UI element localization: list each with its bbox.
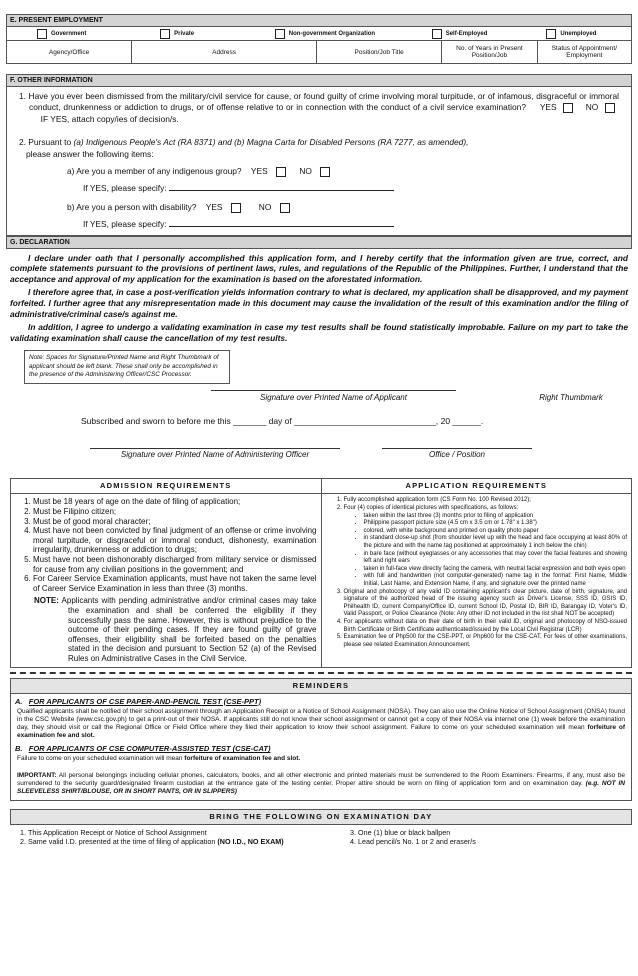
qb-no-checkbox[interactable] xyxy=(280,203,290,213)
admission-item: 4. Must have not been convicted by final judgment of an offense or crime involving moral turpitude, or disgraceful or immoral conduct, dishonesty, examination irregularity, drunkenness or addiction to drugs; xyxy=(33,526,317,555)
admission-item: 6. For Career Service Examination applicants, must have not taken the same level of Career Service Examination in less than three (3) months. xyxy=(33,574,317,593)
section-e-header: E. PRESENT EMPLOYMENT xyxy=(6,14,632,27)
application-item: 4. For applicants without data on their date of birth in their valid ID, original and photocopy of NSO-issued Birth Certificate or Birth Certificate authenticated/issued by the Local Civil Registrar (LCR) xyxy=(344,619,628,634)
bring-section xyxy=(10,809,632,849)
officer-signature-block xyxy=(6,448,632,478)
applicant-signature-block xyxy=(6,346,632,406)
col-address[interactable]: Address xyxy=(132,41,317,63)
government-checkbox[interactable] xyxy=(37,29,47,39)
cut-line xyxy=(10,672,632,674)
bring-item: 4. Lead pencil/s No. 1 or 2 and eraser/s xyxy=(358,837,624,846)
option-self-employed[interactable]: Self-Employed xyxy=(402,29,517,39)
picture-spec: • in bare face (without eyeglasses or any accessories that may cover the facial features and showing left and right ears xyxy=(364,551,628,566)
qa-specify-field[interactable] xyxy=(169,183,394,191)
application-requirements xyxy=(322,479,632,666)
application-item: 1. Fully accomplished application form (CS Form No. 100 Revised 2012); xyxy=(344,497,628,505)
reminders-header: REMINDERS xyxy=(11,679,631,694)
subscribed-sworn-line: Subscribed and sworn to before me this _______ day of ______________________________, 20 ______. xyxy=(81,416,484,427)
option-unemployed[interactable]: Unemployed xyxy=(516,29,631,39)
unemployed-checkbox[interactable] xyxy=(546,29,556,39)
section-f-header: F. OTHER INFORMATION xyxy=(6,74,632,87)
declaration-paragraph-3: In addition, I agree to undergo a validating examination in case my test results shall be found statistically improbable. Failure on my part to take the validating examination shall cause the cancellation of my test results. xyxy=(10,322,628,343)
picture-spec: • taken within the last three (3) months prior to filing of application xyxy=(364,513,628,521)
reminder-a-title: A. FOR APPLICANTS OF CSE PAPER-AND-PENCIL TEST (CSE-PPT) xyxy=(15,696,262,706)
bring-list xyxy=(10,825,632,849)
qb-yes-checkbox[interactable] xyxy=(231,203,241,213)
exam-form-page xyxy=(6,0,632,849)
qb-specify-field[interactable] xyxy=(169,219,394,227)
reminder-a-text: Qualified applicants shall be notified of their school assignment through an Application Receipt or a Notice of School Assignment (NOSA). They can also use the Online Notice of School Assignment (ONSA) found in the CSC Website (www.csc.gov.ph) to get a print-out of their NOSA. If applicants still do not know their school assignment or cannot get a copy of their NOSA via internet one (1) week before the examination day, they should visit or call the Regional Office or Field Office where they filed their application to know their school assignment. Failure to come on your scheduled examination will mean forfeiture of examination fee and slot. xyxy=(17,707,625,740)
application-item: 3. Original and photocopy of any valid ID containing applicant's clear picture, date of birth, signature, and signature of the authorized head of the issuing agency such as Driver's License, SSS ID, GSIS ID, Philhealth ID, current Company/Office ID, current School ID, Postal ID, BIR ID, Barangay ID, Voter's ID, Valid Passport, or Police Clearance (Note: Any other ID not included in the list shall NOT be accepted) xyxy=(344,589,628,619)
admission-header: ADMISSION REQUIREMENTS xyxy=(11,479,321,494)
admission-item: 5. Must have not been dishonorably discharged from military service or dismissed for cause from any civilian positions in the government; and xyxy=(33,555,317,574)
q1-yes-checkbox[interactable] xyxy=(563,103,573,113)
section-g-header: G. DECLARATION xyxy=(6,236,632,249)
application-header: APPLICATION REQUIREMENTS xyxy=(322,479,632,494)
bring-item: 1. This Application Receipt or Notice of School Assignment xyxy=(28,828,344,837)
employment-type-row xyxy=(7,27,631,41)
spacer xyxy=(6,64,632,74)
officer-signature-label: Signature over Printed Name of Administering Officer xyxy=(90,448,340,459)
question-2a: a) Are you a member of any indigenous group? YES NO xyxy=(19,166,619,177)
declaration-paragraph-2: I therefore agree that, in case a post-verification yields information contrary to what is declared, my application shall be disapproved, and my payment forfeited. I further agree that any misrepresentation made in this document may cause the invalidation of the result of this examination and/or the filing of administrative/criminal case/s against me. xyxy=(10,287,628,319)
declaration-text xyxy=(6,249,632,344)
bring-item: 2. Same valid I.D. presented at the time of filing of application (NO I.D., NO EXAM) xyxy=(28,837,344,846)
admission-item: 1. Must be 18 years of age on the date of filing of application; xyxy=(33,497,317,507)
other-information-box xyxy=(6,87,632,236)
ngo-checkbox[interactable] xyxy=(275,29,285,39)
option-private[interactable]: Private xyxy=(130,29,245,39)
office-position-label: Office / Position xyxy=(382,448,532,459)
bring-item: 3. One (1) blue or black ballpen xyxy=(358,828,624,837)
option-ngo[interactable]: Non-government Organization xyxy=(245,29,402,39)
picture-spec: • in standard close-up shot (from shoulder level up with the head and face occupying at least 80% of the picture and with the name tag positioned at approximately 1 inch below the chin) xyxy=(364,535,628,550)
admission-requirements xyxy=(11,479,322,666)
employment-columns xyxy=(7,41,631,63)
self-employed-checkbox[interactable] xyxy=(432,29,442,39)
col-position[interactable]: Position/Job Title xyxy=(317,41,442,63)
signature-note: Note: Spaces for Signature/Printed Name and Right Thumbmark of applicant should be left blank. These shall only be accomplished in the presence of the Administering Officer/CSC Processor. xyxy=(24,350,230,384)
question-2b-specify: If YES, please specify: xyxy=(19,219,619,230)
col-status[interactable]: Status of Appointment/ Employment xyxy=(551,45,617,59)
applicant-signature-label: Signature over Printed Name of Applicant xyxy=(260,393,407,403)
picture-spec: • taken in full-face view directly facing the camera, with neutral facial expression and both eyes open xyxy=(364,566,628,574)
important-text: IMPORTANT: All personal belongings including cellular phones, calculators, books, and all other electronic and printed materials must be surrendered to the Room Examiners. Firearms, if any, must also be surrendered to the security guard/designated firearm custodian at the entrance gate of the testing center. Proper attire should be worn on filing of application form and on examination day. (e.g. NOT IN SLEEVELESS SHIRT/BLOUSE, OR IN SHORT PANTS, OR IN SLIPPERS) xyxy=(17,771,625,795)
question-2-intro: 2. Pursuant to (a) Indigenous People's Act (RA 8371) and (b) Magna Carta for Disabled Persons (RA 7277, as amended), please answer the following items: xyxy=(19,137,469,159)
qa-yes-checkbox[interactable] xyxy=(276,167,286,177)
reminders-box xyxy=(10,678,632,802)
application-list xyxy=(322,494,632,652)
question-1: 1. Have you ever been dismissed from the military/civil service for cause, or found guilty of crime involving moral turpitude, or of infamous, disgraceful or immoral conduct, drunkenness or addiction to drugs, or of offense relative to or in connection with the conduct of a civil service examination? YES NO IF YES, attach copy/ies of decision/s. xyxy=(19,91,619,124)
admission-list xyxy=(11,494,321,666)
picture-spec: • colored, with white background and printed on quality photo paper xyxy=(364,528,628,536)
admission-item: 2. Must be Filipino citizen; xyxy=(33,507,317,517)
applicant-signature-line[interactable] xyxy=(211,390,456,391)
col-years[interactable]: No. of Years in Present Position/Job xyxy=(442,41,537,63)
question-2a-specify: If YES, please specify: xyxy=(19,183,619,194)
picture-spec: • with full and handwritten (not computer-generated) name tag in the format: First Name, Middle Initial, Last Name, and Extension Name, if any, and signature over the printed name xyxy=(364,573,628,588)
qa-no-checkbox[interactable] xyxy=(320,167,330,177)
reminder-b-title: B. FOR APPLICANTS OF CSE COMPUTER-ASSISTED TEST (CSE-CAT) xyxy=(15,744,271,754)
bring-header: BRING THE FOLLOWING ON EXAMINATION DAY xyxy=(10,810,632,825)
picture-spec: • Philippine passport picture size (4.5 cm x 3.5 cm or 1.78" x 1.38") xyxy=(364,520,628,528)
requirements-table xyxy=(10,478,632,667)
col-agency[interactable]: Agency/Office xyxy=(7,41,132,63)
private-checkbox[interactable] xyxy=(160,29,170,39)
admission-item: 3. Must be of good moral character; xyxy=(33,517,317,527)
declaration-paragraph-1: I declare under oath that I personally accomplished this application form, and I hereby certify that the information given are true, correct, and complete statements pursuant to the provisions of pertinent laws, rules, and regulations of the Republic of the Philippines. Further, I understand that the acceptance and approval of my application for the examination is based on the aforestated information. xyxy=(10,252,628,284)
present-employment-box xyxy=(6,27,632,64)
question-2b: b) Are you a person with disability? YES NO xyxy=(19,202,619,213)
reminder-b-text: Failure to come on your scheduled examination will mean forfeiture of examination fee and slot. xyxy=(17,755,301,763)
right-thumbmark-label: Right Thumbmark xyxy=(539,393,603,403)
option-government[interactable]: Government xyxy=(7,29,130,39)
application-item: 2. Four (4) copies of identical pictures with specifications, as follows: • taken within the last three (3) months prior to filing of application • Philippine passport picture size (4.5 cm x 3.5 cm or 1.78" x 1.38") • colored, with white background and printed on quality photo paper • in standard close-up shot (from shoulder level up with the head and face occupying at least 80% of the picture and with the name tag positioned at approximately 1 inch below the chin) • in bare face (without eyeglasses or any accessories that may cover the facial features and showing left and right ears • taken in full-face view directly facing the camera, with neutral facial expression and both eyes open • with full and handwritten (not computer-generated) name tag in the format: First Name, Middle Initial, Last Name, and Extension Name, if any, and signature over the printed name xyxy=(344,505,628,589)
admission-note: NOTE: Applicants with pending administrative and/or criminal cases may take the examination and shall be conferred the eligibility if they successfully pass the same. However, this is without prejudice to the outcome of their pending cases. If they are found guilty of grave offenses, their eligibility shall be forfeited based on the penalties stated in the decision and pursuant to Section 52 (a) of the Revised Rules on Administrative Cases in the Civil Service. xyxy=(34,596,317,663)
application-item: 5. Examination fee of Php500 for the CSE-PPT, or Php600 for the CSE-CAT. For fees of other examinations, please see related Examination Announcement. xyxy=(344,634,628,649)
q1-no-checkbox[interactable] xyxy=(605,103,615,113)
